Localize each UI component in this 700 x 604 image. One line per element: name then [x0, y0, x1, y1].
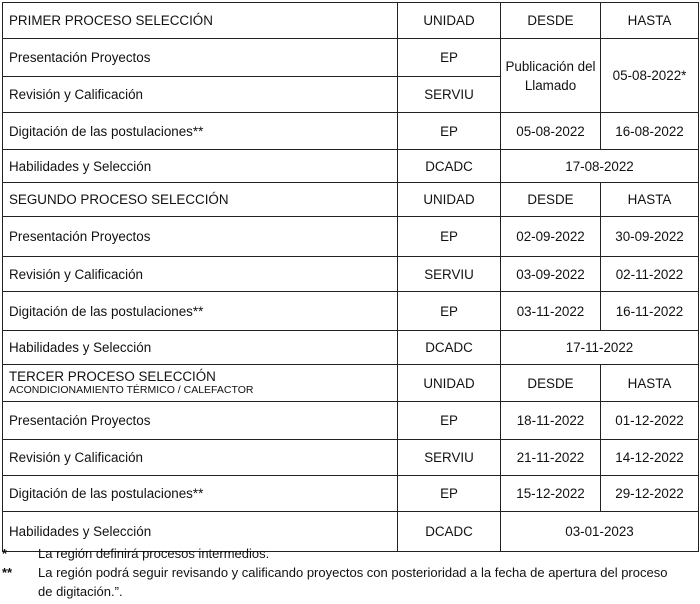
- section-subtitle: ACONDICIONAMIENTO TÉRMICO / CALEFACTOR: [9, 384, 254, 396]
- date-to-cell: 05-08-2022*: [601, 39, 699, 113]
- footnote-mark: **: [2, 565, 13, 580]
- unit-cell: EP: [398, 217, 501, 257]
- activity-label: Habilidades y Selección: [3, 150, 398, 183]
- activity-label: Presentación Proyectos: [3, 39, 398, 77]
- date-to-cell: 01-12-2022: [601, 402, 699, 440]
- footnote-continuation: de digitación.”.: [38, 584, 123, 599]
- activity-label: Revisión y Calificación: [3, 77, 398, 113]
- date-to-cell: 30-09-2022: [601, 217, 699, 257]
- date-from-cell: 03-11-2022: [501, 292, 601, 331]
- table-row: [3, 402, 699, 440]
- date-from-cell: 18-11-2022: [501, 402, 601, 440]
- footnote: [2, 563, 700, 582]
- unit-cell: EP: [398, 402, 501, 440]
- activity-label: Presentación Proyectos: [3, 402, 398, 440]
- table-row: [3, 150, 699, 183]
- column-header-hasta: HASTA: [601, 3, 699, 39]
- activity-label: Presentación Proyectos: [3, 217, 398, 257]
- table-row: [3, 331, 699, 365]
- date-from-cell: 03-09-2022: [501, 257, 601, 292]
- column-header-unidad: UNIDAD: [398, 365, 501, 402]
- table-row: [3, 440, 699, 476]
- column-header-hasta: HASTA: [601, 183, 699, 217]
- activity-label: Habilidades y Selección: [3, 331, 398, 365]
- date-to-cell: 29-12-2022: [601, 476, 699, 512]
- section-title-cell: [3, 365, 398, 402]
- section-header-row: [3, 183, 699, 217]
- date-to-cell: 16-11-2022: [601, 292, 699, 331]
- column-header-desde: DESDE: [501, 183, 601, 217]
- date-from-cell: 05-08-2022: [501, 113, 601, 150]
- table-row: [3, 292, 699, 331]
- date-from-cell: 02-09-2022: [501, 217, 601, 257]
- footnote: [2, 544, 700, 563]
- column-header-unidad: UNIDAD: [398, 183, 501, 217]
- footnote-mark: *: [2, 546, 8, 561]
- table-row: [3, 217, 699, 257]
- column-header-desde: DESDE: [501, 365, 601, 402]
- table-row: [3, 39, 699, 77]
- column-header-hasta: HASTA: [601, 365, 699, 402]
- table-row: [3, 113, 699, 150]
- date-cell: 17-11-2022: [501, 331, 699, 365]
- column-header-unidad: UNIDAD: [398, 3, 501, 39]
- footnote-text: La región podrá seguir revisando y calificando proyectos con posterioridad a la fecha de apertura del proceso: [38, 565, 668, 580]
- section-title: TERCER PROCESO SELECCIÓN: [9, 369, 216, 384]
- section-header-row: [3, 365, 699, 402]
- activity-label: Digitación de las postulaciones**: [3, 113, 398, 150]
- date-cell: 17-08-2022: [501, 150, 699, 183]
- unit-cell: DCADC: [398, 331, 501, 365]
- unit-cell: DCADC: [398, 512, 501, 552]
- activity-label: Digitación de las postulaciones**: [3, 476, 398, 512]
- unit-cell: EP: [398, 39, 501, 77]
- schedule-table: [2, 2, 699, 552]
- activity-label: Revisión y Calificación: [3, 257, 398, 292]
- activity-label: Habilidades y Selección: [3, 512, 398, 552]
- table-row: [3, 257, 699, 292]
- section-header-row: [3, 3, 699, 39]
- unit-cell: SERVIU: [398, 257, 501, 292]
- unit-cell: EP: [398, 292, 501, 331]
- date-to-cell: 14-12-2022: [601, 440, 699, 476]
- date-from-cell: 15-12-2022: [501, 476, 601, 512]
- section-title: PRIMER PROCESO SELECCIÓN: [3, 3, 398, 39]
- footnote-text: La región definirá procesos intermedios.: [38, 546, 270, 561]
- table-row: [3, 476, 699, 512]
- unit-cell: EP: [398, 113, 501, 150]
- unit-cell: SERVIU: [398, 440, 501, 476]
- column-header-desde: DESDE: [501, 3, 601, 39]
- date-cell: 03-01-2023: [501, 512, 699, 552]
- date-from-cell: Publicación del Llamado: [501, 39, 601, 113]
- footnotes: [2, 544, 700, 601]
- unit-cell: SERVIU: [398, 77, 501, 113]
- unit-cell: EP: [398, 476, 501, 512]
- date-to-cell: 02-11-2022: [601, 257, 699, 292]
- unit-cell: DCADC: [398, 150, 501, 183]
- activity-label: Revisión y Calificación: [3, 440, 398, 476]
- section-title: SEGUNDO PROCESO SELECCIÓN: [3, 183, 398, 217]
- date-to-cell: 16-08-2022: [601, 113, 699, 150]
- activity-label: Digitación de las postulaciones**: [3, 292, 398, 331]
- date-from-cell: 21-11-2022: [501, 440, 601, 476]
